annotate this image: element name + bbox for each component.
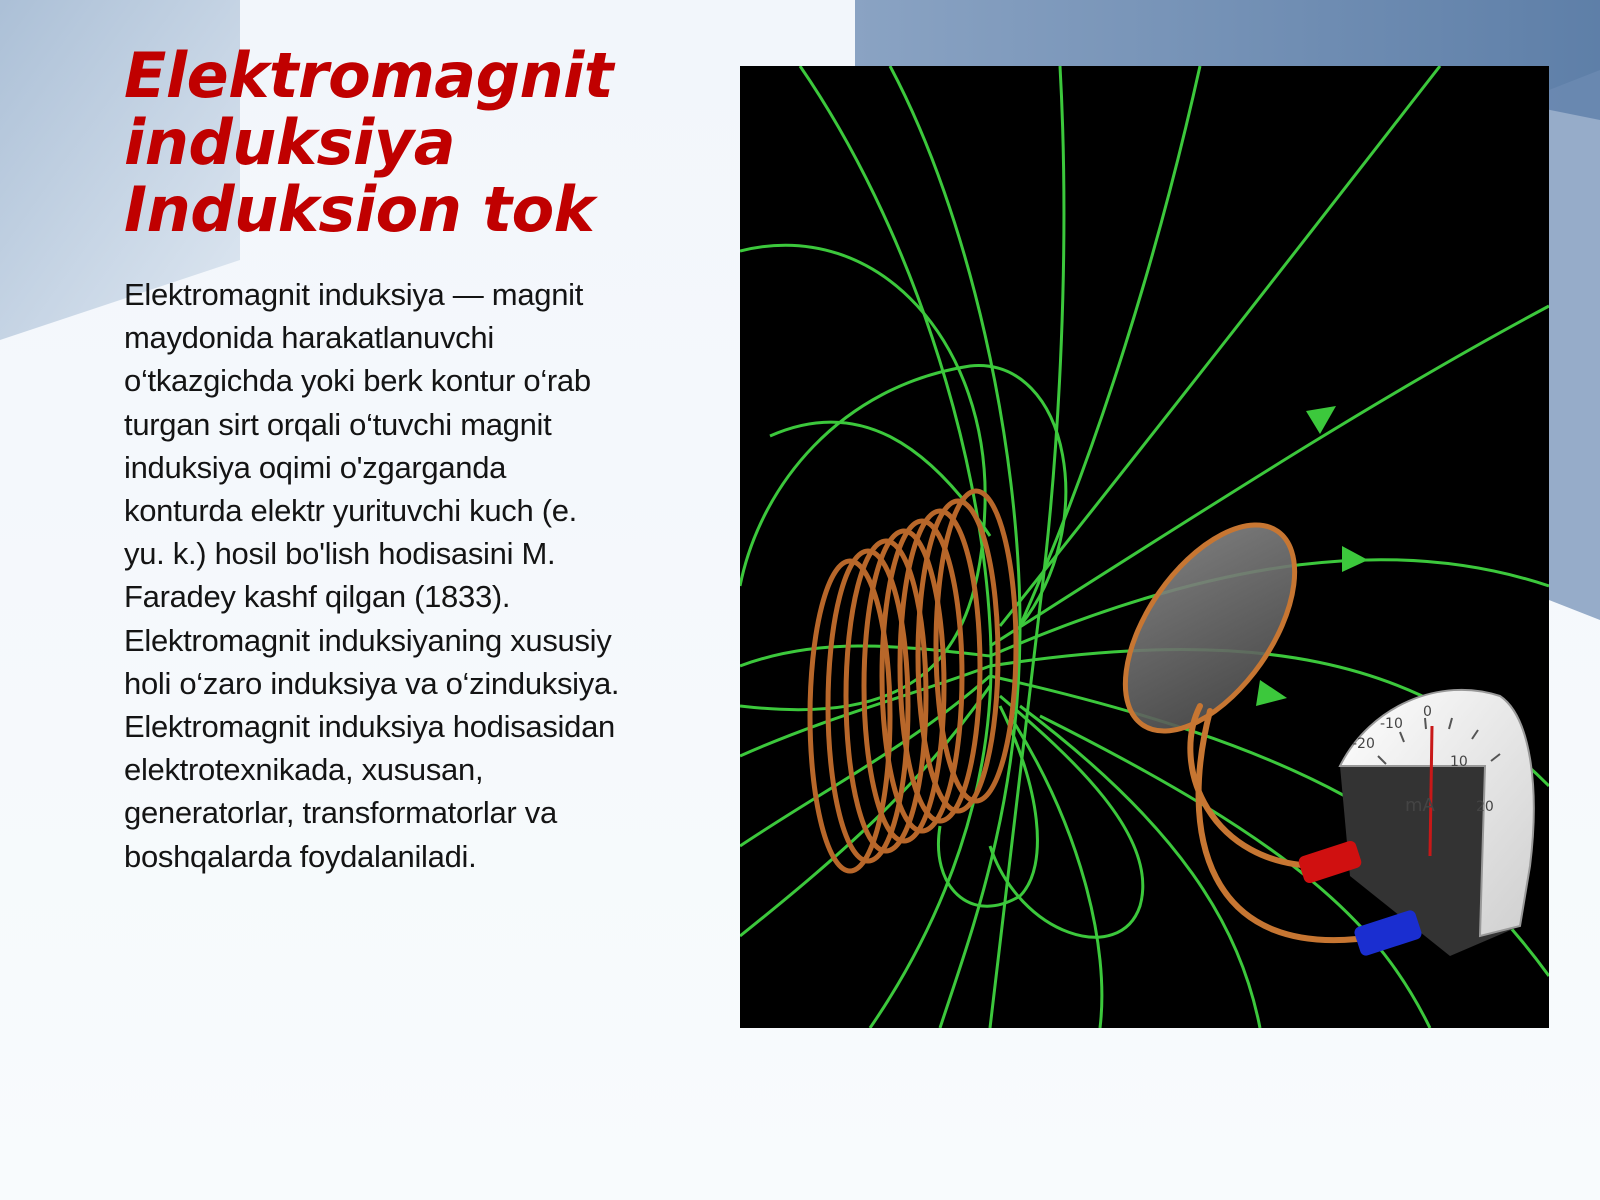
body-line: elektrotexnikada, xususan,	[124, 752, 484, 788]
body-line: Elektromagnit induksiya — magnit	[124, 277, 584, 312]
body-line: Elektromagnit induksiya hodisasidan	[124, 709, 615, 745]
body-line: generatorlar, transformatorlar va	[124, 795, 557, 831]
meter-needle	[1430, 726, 1432, 856]
title-line: Elektromagnit	[124, 39, 614, 112]
field-line	[770, 422, 990, 536]
scale-label: -10	[1380, 716, 1403, 732]
slide-title	[124, 39, 724, 246]
arrow-icon	[1342, 546, 1368, 572]
field-line	[890, 66, 1020, 1028]
milliammeter	[1297, 690, 1534, 957]
meter-unit: mA	[1405, 795, 1435, 816]
body-line: maydonida harakatlanuvchi	[124, 320, 494, 356]
body-line: Faradey kashf qilgan (1833).	[124, 579, 511, 615]
body-line: o‘tkazgichda yoki berk kontur o‘rab	[124, 363, 591, 399]
title-line: Induksion tok	[124, 173, 595, 246]
scale-label: 20	[1476, 799, 1494, 815]
body-line: yu. k.) hosil bo'lish hodisasini M.	[124, 536, 556, 572]
body-line: Elektromagnit induksiyaning xususiy	[124, 622, 612, 658]
arrow-icon	[1256, 680, 1287, 706]
body-line: holi o‘zaro induksiya va o‘zinduksiya.	[124, 665, 620, 701]
body-line: konturda elektr yurituvchi kuch (e.	[124, 493, 577, 529]
body-line: boshqalarda foydalaniladi.	[124, 838, 477, 874]
induction-coil-illustration	[740, 66, 1549, 1028]
slide-body-text	[124, 273, 724, 878]
field-line	[740, 245, 985, 709]
scale-label: -20	[1352, 736, 1375, 752]
scale-label: 0	[1423, 704, 1432, 720]
terminal-negative	[1353, 909, 1423, 957]
coil-turn	[810, 561, 890, 871]
body-line: induksiya oqimi o'zgarganda	[124, 449, 507, 485]
coil-turn	[900, 511, 980, 821]
title-line: induksiya	[124, 106, 456, 179]
scale-label: 10	[1450, 754, 1468, 770]
body-line: turgan sirt orqali o‘tuvchi magnit	[124, 406, 552, 442]
field-line	[740, 366, 1066, 626]
